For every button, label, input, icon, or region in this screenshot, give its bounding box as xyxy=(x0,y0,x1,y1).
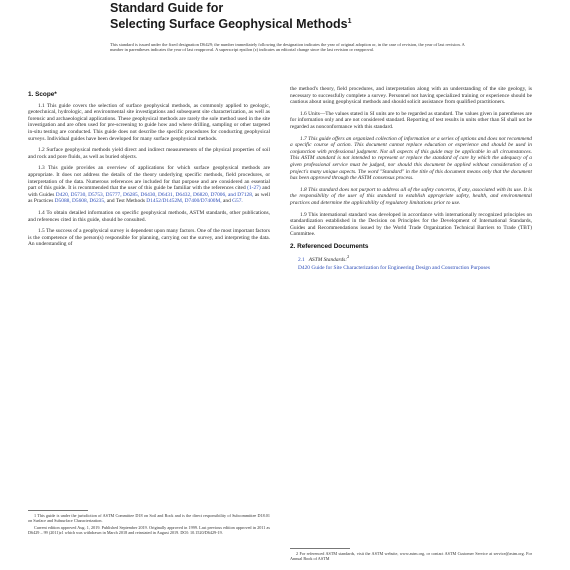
para-1-4: 1.4 To obtain detailed information on specific geophysical methods, ASTM standards, other publications, and references cited in this guide, should be consulted. xyxy=(28,209,270,223)
para-1-5-continued: the method's theory, field procedures, and interpretation along with an understanding of the site geology, is necessary to successfully complete a survey. Personnel not having specialized training or experience should be cautious about using geophysical methods and should solicit assistance from qualified practitioners. xyxy=(290,86,532,106)
para-1-8: 1.8 This standard does not purport to address all of the safety concerns, if any, associated with its use. It is the responsibility of the user of this standard to establish appropriate safety, health, and environmental practices and determine the applicability of regulatory limitations prior to use. xyxy=(290,186,532,206)
title-footnote-mark: 1 xyxy=(347,18,352,25)
para-1-6: 1.6 Units—The values stated in SI units are to be regarded as standard. The values given in parentheses are for information only and are not considered standard. Reporting of test results in units other than SI shall not be regarded as nonconformance with this standard. xyxy=(290,110,532,130)
para-1-2: 1.2 Surface geophysical methods yield direct and indirect measurements of the physical properties of soil and rock and pore fluids, as well as buried objects. xyxy=(28,147,270,160)
para-1-9: 1.9 This international standard was developed in accordance with internationally recognized principles on standardization established in the Decision on Principles for the Development of International Standards, Guides and Recommendations issued by the World Trade Organization Technical Barriers to Trade (TBT) Committee. xyxy=(290,211,532,238)
footnote-1: 1 This guide is under the jurisdiction of ASTM Committee D18 on Soil and Rock and is the direct responsibility of Subcommittee D18.01 on Surface and Subsurface Characterization. xyxy=(28,513,270,523)
title-line-2-text: Selecting Surface Geophysical Methods xyxy=(110,17,348,32)
designation-notice: This standard is issued under the fixed designation D6429; the number immediately following the designation indicates the year of original adoption or, in the case of revision, the year of last revision. A number in parentheses indicates the year of last reapproval. A superscript epsilon (ε) indicates an editorial change since the last revision or reapproval. xyxy=(110,42,465,53)
left-column xyxy=(28,92,270,253)
reference-d420-link[interactable]: D420 Guide for Site Characterization for Engineering Design and Construction Purposes xyxy=(298,264,490,271)
guides-links[interactable]: D420, D5730, D5753, D5777, D6285, D6430, D6431, D6432, D6820, D7006, and D7128, xyxy=(55,191,254,198)
right-footnotes xyxy=(290,551,532,563)
astm-standards-label: ASTM Standards: xyxy=(308,257,348,264)
footnote-2: 2 For referenced ASTM standards, visit the ASTM website, www.astm.org, or contact ASTM Customer Service at service@astm.org. For Annual Book of ASTM xyxy=(290,551,532,561)
para-1-3-text-a: 1.3 This guide provides an overview of applications for which surface geophysical methods are appropriate. It does not address the details of the theory underlying specific methods, field procedures, or interpretation of the data. Numerous references are included for that purpose and are considered an essential part of this guide. It is recommended that the user of this guide be familiar with the references cited xyxy=(28,165,270,192)
para-1-3 xyxy=(28,165,270,205)
right-footnote-rule xyxy=(290,548,350,549)
title-line-2 xyxy=(110,15,510,31)
scope-heading: 1. Scope* xyxy=(28,91,57,98)
para-1-3-text-d: and Test Methods xyxy=(106,198,145,205)
left-footnote-rule xyxy=(28,510,88,511)
para-1-3-text-b: and with Guides xyxy=(28,185,270,198)
right-column xyxy=(290,86,532,271)
referenced-documents-heading: 2. Referenced Documents xyxy=(290,242,369,250)
title-line-1: Standard Guide for xyxy=(110,1,224,15)
footnote-edition: Current edition approved Aug. 1, 2019. Published September 2019. Originally approved in 1999. Last previous edition approved in 2011 as D6429 – 99 (2011)ε1 which was withdrawn in March 2018 and reinstated in August 2019. DOI: 10.1520/D6429-19. xyxy=(28,525,270,535)
test-methods-links[interactable]: D1452/D1452M, D7400/D7400M, xyxy=(146,198,222,205)
para-1-3-text-c: as well as Practices xyxy=(28,191,270,205)
para-1-5: 1.5 The success of a geophysical survey is dependent upon many factors. One of the most important factors is the competence of the person(s) responsible for planning, carrying out the survey, and interpreting the data. An understanding of xyxy=(28,228,270,248)
para-1-7: 1.7 This guide offers an organized collection of information or a series of options and does not recommend a specific course of action. This document cannot replace education or experience and should be used in conjunction with professional judgment. Not all aspects of this guide may be applicable in all circumstances. This ASTM standard is not intended to represent or replace the standard of care by which the adequacy of a given professional service must be judged, nor should this document be applied without consideration of a project's many unique aspects. The word "Standard" in the title of this document means only that the document has been approved through the ASTM consensus process. xyxy=(290,135,532,182)
document-title xyxy=(110,2,510,31)
para-1-1: 1.1 This guide covers the selection of surface geophysical methods, as commonly applied to geologic, geotechnical, hydrologic, and environmental site investigations and subsequent site characterization, as well as forensic and archaeological applications. These geophysical methods are rarely the sole method used in the site investigation and are often used for pre-screening to guide how and where drilling, sampling or other targeted in-situ testing are conducted. This guide does not describe the specific procedures for conducting geophysical surveys. Individual guides have been developed for many surface geophysical methods. xyxy=(28,102,270,142)
astm-standards-footnote-mark: 2 xyxy=(347,254,350,260)
para-1-3-text-e: and xyxy=(222,198,231,205)
references-link[interactable]: (1-27) xyxy=(247,185,261,192)
g57-link[interactable]: G57. xyxy=(232,198,243,205)
section-2-1-number: 2.1 xyxy=(298,257,305,264)
astm-standards-subheading xyxy=(298,254,532,263)
left-footnotes xyxy=(28,513,270,537)
practices-links[interactable]: D5088, D5608, D6235, xyxy=(54,198,106,205)
